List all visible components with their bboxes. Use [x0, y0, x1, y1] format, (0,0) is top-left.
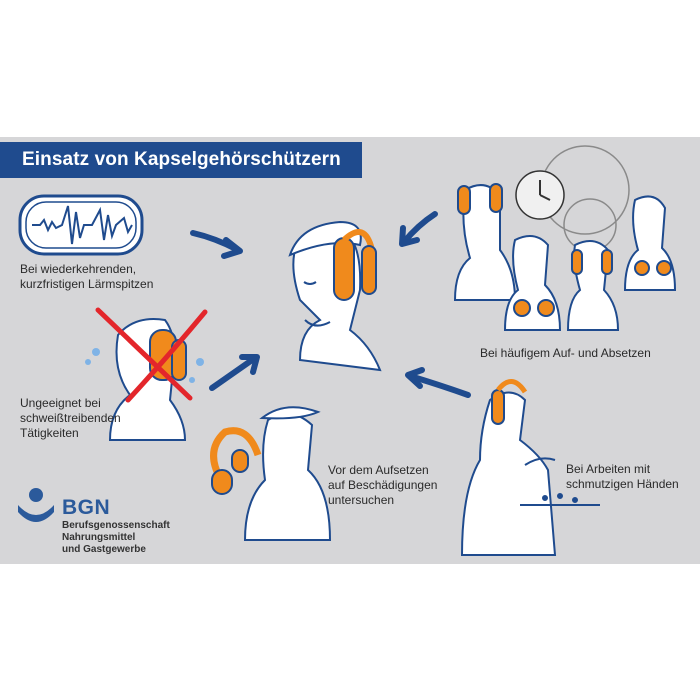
caption-noise [20, 262, 153, 292]
caption-line: untersuchen [328, 493, 395, 507]
inspecting-worker [212, 407, 330, 540]
arrow-icon [402, 214, 435, 244]
caption-line: schweißtreibenden [20, 411, 121, 425]
caption-line: Ungeeignet bei [20, 396, 101, 410]
caption-line: Bei wiederkehrenden, [20, 262, 137, 276]
caption-line: Tätigkeiten [20, 426, 79, 440]
caption-line: Bei Arbeiten mit [566, 462, 651, 476]
page-title: Einsatz von Kapselgehörschützern [0, 142, 362, 178]
arrow-icon [212, 357, 257, 388]
caption-line: kurzfristigen Lärmspitzen [20, 277, 154, 291]
logo-subtitle-line: Berufsgenossenschaft [62, 520, 170, 531]
caption-line: Bei häufigem Auf- und Absetzen [480, 346, 651, 360]
noise-waveform-icon [20, 196, 142, 254]
caption-frequent [480, 346, 651, 361]
logo-subtitle [62, 520, 170, 556]
workers-group [455, 184, 675, 330]
arrow-icon [193, 233, 240, 256]
caption-line: Vor dem Aufsetzen [328, 463, 429, 477]
logo-name: BGN [62, 496, 111, 519]
caption-line: auf Beschädigungen [328, 478, 438, 492]
worker-with-earmuffs [290, 222, 380, 370]
logo-subtitle-line: und Gastgewerbe [62, 544, 146, 555]
caption-inspect [328, 463, 437, 508]
caption-sweat [20, 396, 121, 441]
logo-subtitle-line: Nahrungsmittel [62, 532, 136, 543]
caption-dirty-hands [566, 462, 679, 492]
caption-line: schmutzigen Händen [566, 477, 679, 491]
bgn-logo-icon [18, 488, 54, 522]
arrow-icon [408, 370, 468, 395]
